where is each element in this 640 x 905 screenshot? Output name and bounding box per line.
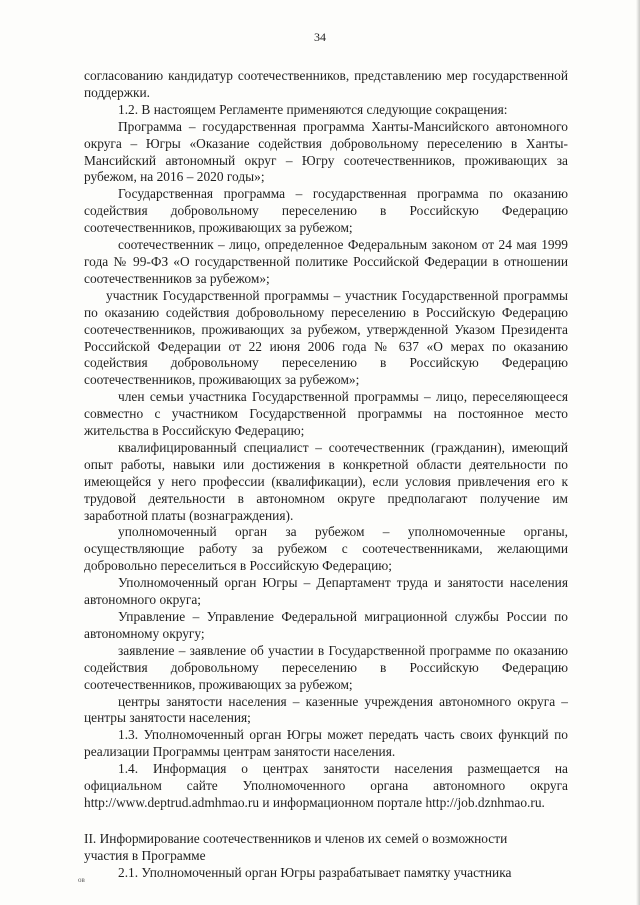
paragraph-state-program: Государственная программа – государственная программа по оказанию содействия добровольному переселению в Российскую Федерацию соотечественников, проживающих за рубежом; bbox=[84, 186, 568, 236]
paragraph-qualified-specialist: квалифицированный специалист – соотечественник (гражданин), имеющий опыт работы, навыки или достижения в конкретной области деятельности по имеющейся у него профессии (квалификации), если условия привлечения его к трудовой деятельности в автономном округе предполагают получение им заработной платы (вознаграждения). bbox=[84, 439, 568, 523]
paragraph-application: заявление – заявление об участии в Государственной программе по оказанию содействия добровольному переселению в Российскую Федерацию соотечественников, проживающих за рубежом; bbox=[84, 642, 568, 692]
paragraph-2-1: 2.1. Уполномоченный орган Югры разрабатывает памятку участника bbox=[118, 864, 512, 880]
scan-edge-shadow bbox=[636, 0, 640, 905]
paragraph-1-4: 1.4. Информация о центрах занятости населения размещается на официальном сайте Уполномоченного органа автономного округа http://www.deptrud.admhmao.ru и информационном портале http://job.dznhmao.ru. bbox=[84, 761, 568, 810]
paragraph-1-3: 1.3. Уполномоченный орган Югры может передать часть своих функций по реализации Программы центрам занятости населения. bbox=[84, 727, 568, 760]
paragraph-authorized-body-yugra: Уполномоченный орган Югры – Департамент труда и занятости населения автономного округа; bbox=[84, 575, 568, 608]
paragraph-abbreviations-intro: 1.2. В настоящем Регламенте применяются следующие сокращения: bbox=[118, 101, 508, 117]
section-heading-line2: участия в Программе bbox=[84, 847, 206, 863]
paragraph-employment-centers: центры занятости населения – казенные учреждения автономного округа – центры занятости населения; bbox=[84, 693, 568, 726]
paragraph-compatriot: соотечественник – лицо, определенное Федеральным законом от 24 мая 1999 года № 99-ФЗ «О государственной политике Российской Федерации в отношении соотечественников за рубежом»; bbox=[84, 237, 568, 286]
document-body bbox=[84, 68, 568, 882]
footer-mark: ов bbox=[78, 876, 85, 884]
paragraph-continuation: согласованию кандидатур соотечественников, представлению мер государственной поддержки. bbox=[84, 68, 568, 100]
section-gap bbox=[84, 812, 568, 831]
page-number: 34 bbox=[314, 30, 326, 44]
section-heading-line1: II. Информирование соотечественников и членов их семей о возможности bbox=[84, 830, 508, 846]
paragraph-authorized-body-abroad: уполномоченный орган за рубежом – уполномоченные органы, осуществляющие работу за рубежом с соотечественниками, желающими добровольно переселиться в Российскую Федерацию; bbox=[84, 524, 568, 574]
paragraph-participant: участник Государственной программы – участник Государственной программы по оказанию содействия добровольному переселению в Российскую Федерацию соотечественников, проживающих за рубежом, утвержденной Указом Президента Российской Федерации от 22 июня 2006 года № 637 «О мерах по оказанию содействия добровольному переселению в Российскую Федерацию соотечественников, проживающих за рубежом»; bbox=[84, 287, 568, 388]
paragraph-family-member: член семьи участника Государственной программы – лицо, переселяющееся совместно с участником Государственной программы на постоянное место жительства в Российскую Федерацию; bbox=[84, 389, 568, 439]
paragraph-directorate: Управление – Управление Федеральной миграционной службы России по автономному округу; bbox=[84, 609, 568, 641]
paragraph-program: Программа – государственная программа Ханты-Мансийского автономного округа – Югры «Оказание содействия добровольному переселению в Ханты-Мансийский автономный округ – Югру соотечественников, проживающих за рубежом, на 2016 – 2020 годы»; bbox=[84, 118, 568, 185]
